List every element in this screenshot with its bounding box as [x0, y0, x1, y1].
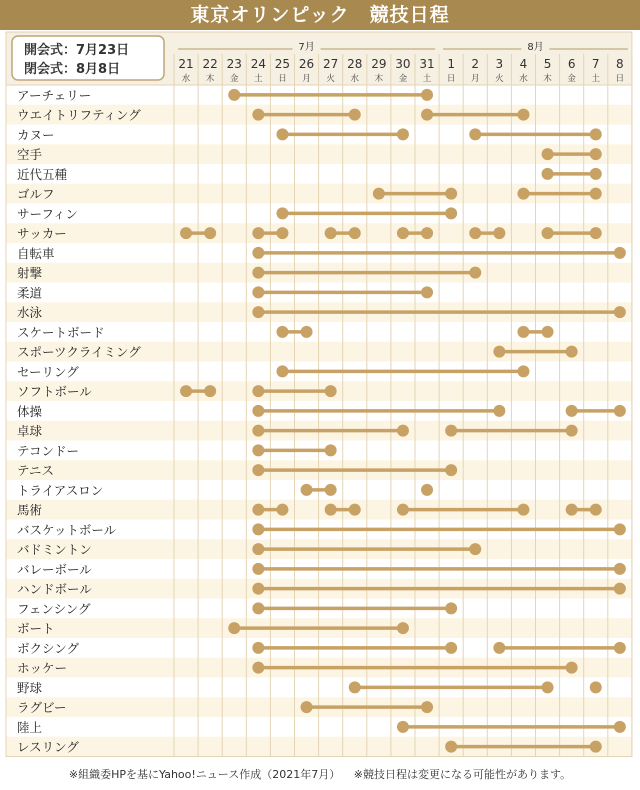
schedule-end-dot	[517, 109, 529, 121]
schedule-start-dot	[397, 227, 409, 239]
sport-label: 水泳	[17, 305, 43, 321]
schedule-start-dot	[301, 484, 313, 496]
sport-label: 近代五種	[17, 166, 68, 182]
day-label: 30	[395, 57, 411, 71]
schedule-end-dot	[397, 128, 409, 140]
schedule-start-dot	[252, 504, 264, 516]
month-label: 7月	[298, 42, 315, 53]
schedule-end-dot	[349, 109, 361, 121]
schedule-end-dot	[590, 188, 602, 200]
schedule-start-dot	[445, 425, 457, 437]
schedule-end-dot	[493, 405, 505, 417]
schedule-start-dot	[180, 227, 192, 239]
schedule-end-dot	[445, 602, 457, 614]
sport-label: スポーツクライミング	[17, 344, 141, 360]
weekday-label: 土	[591, 74, 601, 84]
day-label: 24	[250, 57, 266, 71]
schedule-end-dot	[590, 227, 602, 239]
weekday-label: 木	[205, 74, 215, 84]
sport-label: スケートボード	[17, 324, 105, 340]
schedule-end-dot	[204, 227, 216, 239]
schedule-end-dot	[397, 425, 409, 437]
day-label: 31	[419, 57, 435, 71]
opening-ceremony-label: 開会式：7月23日	[24, 43, 130, 58]
sport-label: ラグビー	[17, 700, 67, 716]
sport-label: 陸上	[17, 719, 43, 735]
schedule-start-dot	[252, 227, 264, 239]
schedule-end-dot	[614, 306, 626, 318]
sport-label: サッカー	[17, 226, 67, 242]
schedule-start-dot	[252, 385, 264, 397]
schedule-end-dot	[614, 405, 626, 417]
sport-label: テニス	[17, 463, 55, 479]
schedule-end-dot	[590, 504, 602, 516]
schedule-end-dot	[397, 622, 409, 634]
schedule-end-dot	[590, 168, 602, 180]
sport-label: 体操	[17, 403, 43, 419]
weekday-label: 木	[374, 74, 384, 84]
weekday-label: 金	[229, 74, 239, 84]
schedule-end-dot	[445, 207, 457, 219]
sport-label: ゴルフ	[17, 186, 55, 202]
sport-label: アーチェリー	[17, 87, 92, 103]
schedule-end-dot	[469, 543, 481, 555]
schedule-end-dot	[301, 326, 313, 338]
sport-label: 射撃	[17, 265, 43, 281]
schedule-start-dot	[252, 306, 264, 318]
schedule-end-dot	[517, 365, 529, 377]
schedule-start-dot	[180, 385, 192, 397]
schedule-end-dot	[590, 741, 602, 753]
schedule-end-dot	[325, 444, 337, 456]
sport-label: テコンドー	[17, 443, 80, 459]
day-label: 25	[274, 57, 291, 71]
month-label: 8月	[527, 42, 544, 53]
schedule-start-dot	[252, 543, 264, 555]
schedule-start-dot	[276, 365, 288, 377]
schedule-start-dot	[566, 405, 578, 417]
weekday-label: 金	[567, 74, 576, 84]
schedule-start-dot	[276, 326, 288, 338]
schedule-start-dot	[252, 563, 264, 575]
weekday-label: 土	[254, 74, 263, 84]
schedule-end-dot	[445, 642, 457, 654]
sport-label: 自転車	[17, 245, 55, 261]
schedule-end-dot	[325, 385, 337, 397]
schedule-start-dot	[252, 405, 264, 417]
schedule-end-dot	[614, 563, 626, 575]
sport-label: 野球	[17, 680, 43, 696]
schedule-start-dot	[542, 227, 554, 239]
weekday-label: 土	[422, 74, 432, 84]
footer-source-note: ※組織委HPを基にYahoo!ニュース作成（2021年7月）	[68, 768, 341, 781]
weekday-label: 日	[615, 74, 625, 84]
day-label: 23	[226, 57, 242, 71]
day-label: 26	[298, 57, 315, 71]
schedule-start-dot	[252, 642, 264, 654]
weekday-label: 水	[181, 74, 191, 84]
weekday-label: 日	[278, 74, 287, 84]
schedule-start-dot	[228, 89, 240, 101]
schedule-start-dot	[228, 622, 240, 634]
schedule-end-dot	[590, 148, 602, 160]
sport-label: 柔道	[17, 285, 43, 301]
day-label: 6	[567, 57, 576, 71]
footer-change-note: ※競技日程は変更になる可能性があります。	[353, 768, 572, 781]
schedule-end-dot	[421, 227, 433, 239]
schedule-end-dot	[421, 701, 433, 713]
day-label: 2	[471, 57, 480, 71]
schedule-start-dot	[252, 247, 264, 259]
day-label: 29	[371, 57, 387, 71]
weekday-label: 日	[446, 74, 456, 84]
sport-label: バドミントン	[17, 542, 92, 558]
schedule-end-dot	[469, 267, 481, 279]
sport-label: ホッケー	[17, 660, 68, 676]
schedule-start-dot	[252, 444, 264, 456]
weekday-label: 月	[302, 74, 311, 84]
sport-label: 卓球	[17, 423, 43, 439]
day-label: 7	[591, 57, 600, 71]
sport-label: ボクシング	[17, 640, 79, 656]
day-label: 1	[447, 57, 455, 71]
schedule-start-dot	[493, 642, 505, 654]
day-label: 5	[543, 57, 552, 71]
sport-label: カヌー	[17, 127, 55, 143]
schedule-end-dot	[614, 721, 626, 733]
schedule-start-dot	[421, 484, 433, 496]
schedule-start-dot	[445, 741, 457, 753]
sport-label: レスリング	[17, 739, 79, 755]
weekday-label: 金	[398, 74, 408, 84]
schedule-start-dot	[517, 326, 529, 338]
schedule-end-dot	[349, 504, 361, 516]
schedule-end-dot	[542, 326, 554, 338]
schedule-end-dot	[566, 425, 578, 437]
schedule-start-dot	[252, 464, 264, 476]
schedule-start-dot	[349, 681, 361, 693]
schedule-start-dot	[493, 346, 505, 358]
sport-label: バスケットボール	[17, 522, 117, 538]
schedule-end-dot	[421, 286, 433, 298]
schedule-end-dot	[590, 128, 602, 140]
schedule-end-dot	[614, 523, 626, 535]
schedule-end-dot	[445, 464, 457, 476]
schedule-end-dot	[204, 385, 216, 397]
sport-label: バレーボール	[17, 561, 92, 577]
sport-label: ソフトボール	[17, 384, 92, 400]
schedule-start-dot	[301, 701, 313, 713]
schedule-start-dot	[276, 207, 288, 219]
sport-label: ウエイトリフティング	[17, 107, 141, 123]
weekday-label: 月	[470, 74, 480, 84]
schedule-start-dot	[252, 662, 264, 674]
schedule-end-dot	[517, 504, 529, 516]
sport-label: ボート	[17, 621, 55, 637]
sport-label: ハンドボール	[17, 581, 92, 597]
day-label: 28	[347, 57, 363, 71]
schedule-end-dot	[349, 227, 361, 239]
day-label: 21	[178, 57, 194, 71]
day-label: 27	[323, 57, 339, 71]
weekday-label: 水	[350, 74, 360, 84]
schedule-start-dot	[276, 128, 288, 140]
weekday-label: 火	[326, 74, 335, 84]
schedule-end-dot	[614, 583, 626, 595]
schedule-start-dot	[325, 504, 337, 516]
sport-label: フェンシング	[17, 601, 91, 617]
sport-label: 空手	[17, 147, 43, 163]
sport-label: 馬術	[17, 502, 43, 518]
day-label: 3	[495, 57, 504, 71]
schedule-end-dot	[421, 89, 433, 101]
schedule-start-dot	[421, 109, 433, 121]
schedule-start-dot	[252, 583, 264, 595]
schedule-start-dot	[517, 188, 529, 200]
schedule-end-dot	[614, 247, 626, 259]
schedule-end-dot	[542, 681, 554, 693]
chart-title: 東京オリンピック 競技日程	[0, 0, 640, 30]
schedule-end-dot	[493, 227, 505, 239]
schedule-start-dot	[469, 227, 481, 239]
schedule-end-dot	[276, 504, 288, 516]
sport-label: サーフィン	[17, 206, 78, 222]
schedule-end-dot	[566, 346, 578, 358]
day-label: 22	[202, 57, 218, 71]
weekday-label: 水	[519, 74, 528, 84]
schedule-start-dot	[566, 504, 578, 516]
schedule-start-dot	[397, 721, 409, 733]
sport-label: トライアスロン	[17, 482, 104, 498]
schedule-end-dot	[276, 227, 288, 239]
closing-ceremony-label: 閉会式：8月8日	[24, 62, 121, 77]
schedule-start-dot	[252, 523, 264, 535]
schedule-start-dot	[542, 148, 554, 160]
day-label: 8	[616, 57, 624, 71]
schedule-end-dot	[325, 484, 337, 496]
schedule-start-dot	[590, 681, 602, 693]
footer	[0, 764, 640, 790]
schedule-start-dot	[252, 267, 264, 279]
day-label: 4	[519, 57, 528, 71]
schedule-chart	[0, 30, 640, 764]
schedule-start-dot	[542, 168, 554, 180]
schedule-end-dot	[566, 662, 578, 674]
schedule-end-dot	[445, 188, 457, 200]
schedule-start-dot	[325, 227, 337, 239]
schedule-start-dot	[469, 128, 481, 140]
schedule-end-dot	[614, 642, 626, 654]
schedule-start-dot	[252, 286, 264, 298]
sport-label: セーリング	[17, 364, 79, 380]
schedule-start-dot	[252, 425, 264, 437]
weekday-label: 火	[495, 74, 504, 84]
schedule-start-dot	[373, 188, 385, 200]
schedule-start-dot	[252, 109, 264, 121]
weekday-label: 木	[543, 74, 552, 84]
schedule-start-dot	[397, 504, 409, 516]
schedule-start-dot	[252, 602, 264, 614]
